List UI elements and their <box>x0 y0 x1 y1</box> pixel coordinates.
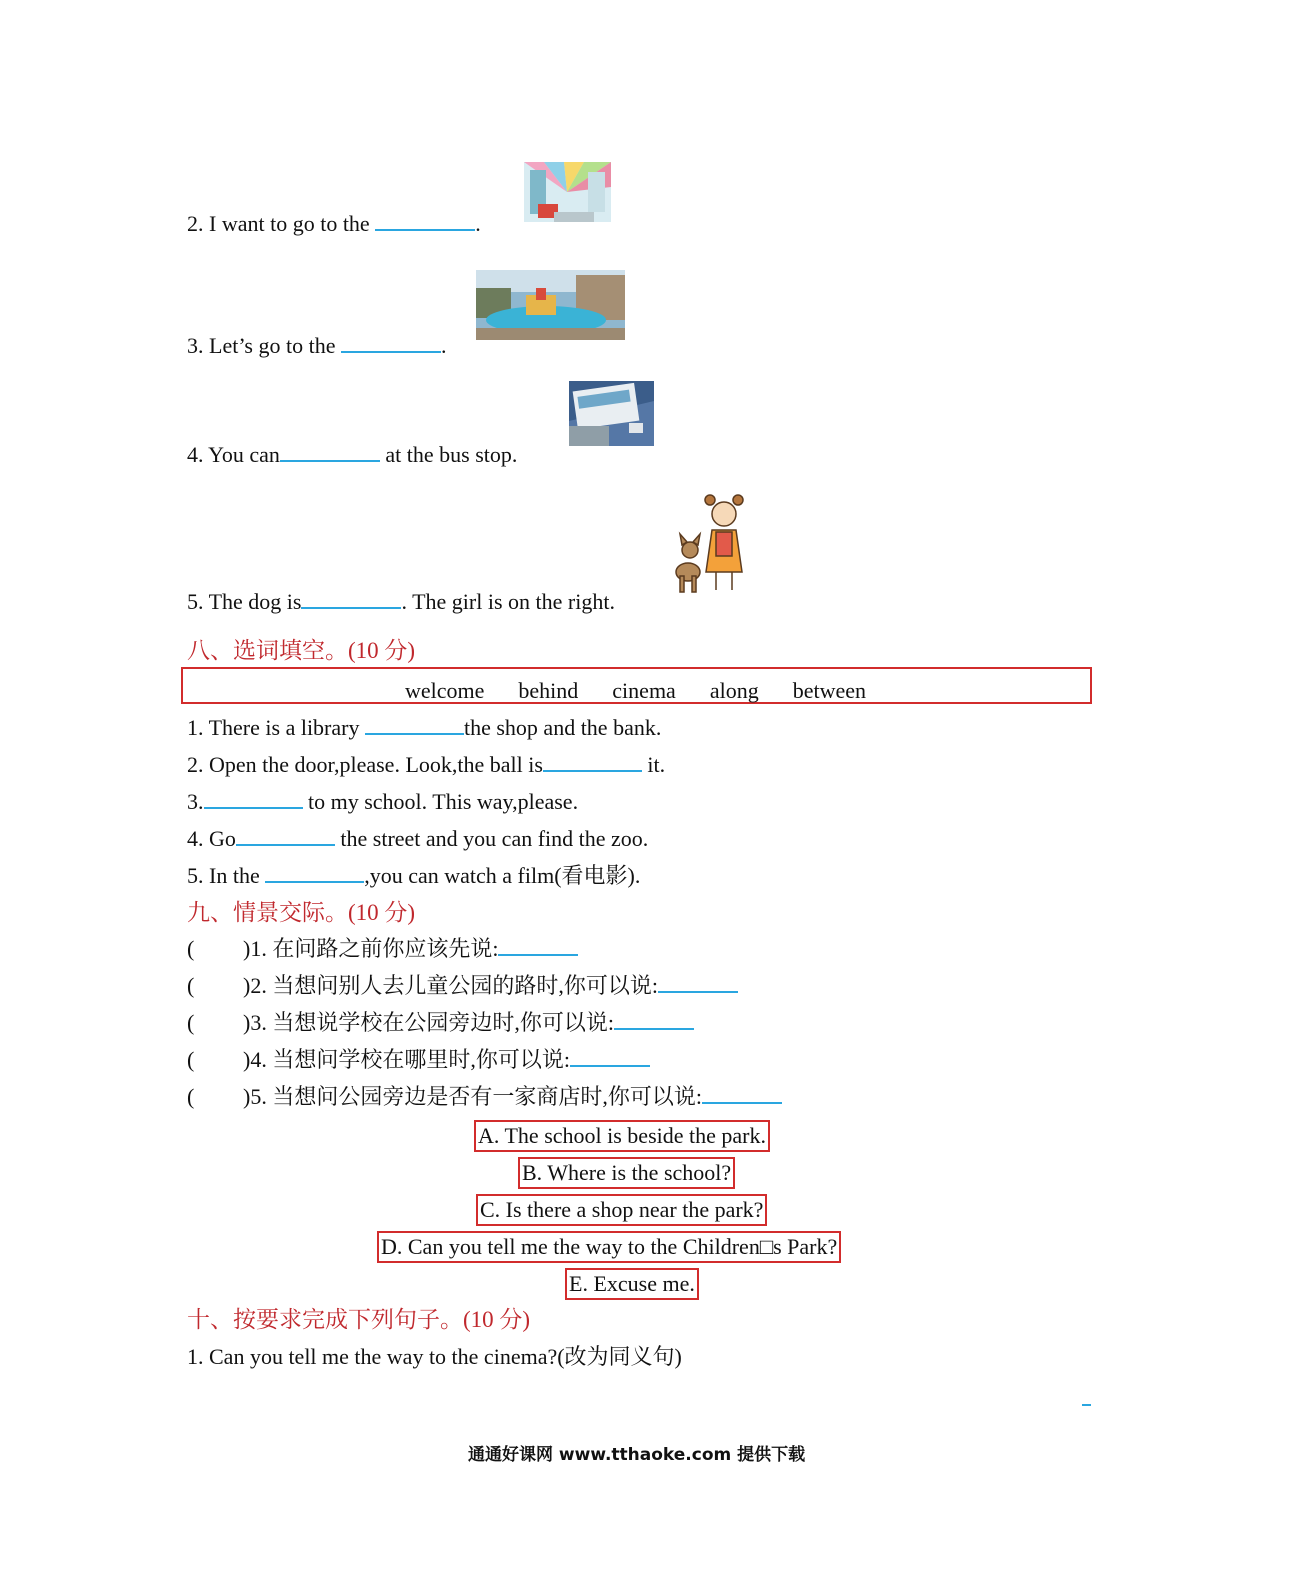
item-text: 4. You can <box>187 442 280 467</box>
option-d: D. Can you tell me the way to the Children□s Park? <box>377 1231 841 1263</box>
item-text: the street and you can find the zoo. <box>334 826 649 851</box>
part9-item-4 <box>187 1046 650 1074</box>
part8-item-2 <box>187 751 665 779</box>
answer-blank[interactable] <box>365 715 464 735</box>
answer-blank[interactable] <box>543 752 642 772</box>
item-text: 2. I want to go to the <box>187 211 376 236</box>
answer-blank[interactable] <box>498 936 578 956</box>
part10-item-1: 1. Can you tell me the way to the cinema?(改为同义句) <box>187 1344 682 1369</box>
cinema-picture <box>524 162 611 222</box>
answer-paren[interactable]: ( <box>187 1084 195 1109</box>
answer-blank[interactable] <box>658 973 738 993</box>
item-text: 4. Go <box>187 826 236 851</box>
item-text: )4. 当想问学校在哪里时,你可以说: <box>243 1047 570 1072</box>
item-text: to my school. This way,please. <box>302 789 579 814</box>
word-bank-word: cinema <box>612 678 676 703</box>
answer-blank[interactable] <box>265 863 364 883</box>
part7-item-4 <box>187 441 517 469</box>
item-text: )3. 当想说学校在公园旁边时,你可以说: <box>243 1010 614 1035</box>
part8-item-5 <box>187 862 640 890</box>
part10-heading: 十、按要求完成下列句子。(10 分) <box>187 1307 531 1332</box>
part7-item-5 <box>187 588 615 616</box>
answer-blank[interactable] <box>614 1010 694 1030</box>
park-picture <box>476 270 625 340</box>
part9-item-1 <box>187 935 578 963</box>
answer-paren[interactable]: ( <box>187 973 195 998</box>
bus-picture <box>569 381 654 446</box>
answer-blank[interactable] <box>375 211 475 231</box>
answer-blank[interactable] <box>702 1084 782 1104</box>
item-text: 1. There is a library <box>187 715 365 740</box>
option-a: A. The school is beside the park. <box>474 1120 770 1152</box>
item-text: 3. Let’s go to the <box>187 333 341 358</box>
item-text: )2. 当想问别人去儿童公园的路时,你可以说: <box>243 973 658 998</box>
answer-blank[interactable] <box>236 826 335 846</box>
part8-item-3 <box>187 788 578 816</box>
answer-blank[interactable] <box>301 589 401 609</box>
item-text: . The girl is on the right. <box>401 589 615 614</box>
part8-item-4 <box>187 825 648 853</box>
answer-blank[interactable] <box>204 789 303 809</box>
part9-heading: 九、情景交际。(10 分) <box>187 900 416 925</box>
option-c: C. Is there a shop near the park? <box>476 1194 767 1226</box>
answer-paren[interactable]: ( <box>187 1010 195 1035</box>
part9-item-5 <box>187 1083 782 1111</box>
item-text: )1. 在问路之前你应该先说: <box>243 936 499 961</box>
word-bank <box>405 678 900 704</box>
dog-and-girl-picture <box>672 490 752 598</box>
item-text: the shop and the bank. <box>463 715 662 740</box>
word-bank-word: between <box>792 678 867 703</box>
part9-item-3 <box>187 1009 694 1037</box>
part8-heading: 八、选词填空。(10 分) <box>187 638 416 663</box>
option-b: B. Where is the school? <box>518 1157 735 1189</box>
item-text: it. <box>641 752 666 777</box>
answer-blank[interactable] <box>570 1047 650 1067</box>
answer-paren[interactable]: ( <box>187 1047 195 1072</box>
item-text: )5. 当想问公园旁边是否有一家商店时,你可以说: <box>243 1084 702 1109</box>
item-text: 5. In the <box>187 863 266 888</box>
item-text: 3. <box>187 789 204 814</box>
answer-paren[interactable]: ( <box>187 936 195 961</box>
item-text: . <box>475 211 481 236</box>
answer-blank[interactable] <box>280 442 380 462</box>
item-text: . <box>440 333 447 358</box>
blue-dash-mark <box>1082 1404 1091 1406</box>
word-bank-word: behind <box>518 678 579 703</box>
option-e: E. Excuse me. <box>565 1268 699 1300</box>
item-text: at the bus stop. <box>379 442 518 467</box>
footer-text: 通通好课网 www.tthaoke.com 提供下载 <box>468 1445 806 1465</box>
item-text: 5. The dog is <box>187 589 302 614</box>
word-bank-word: welcome <box>405 678 485 703</box>
item-text: 2. Open the door,please. Look,the ball is <box>187 752 543 777</box>
part8-item-1 <box>187 714 661 742</box>
answer-blank[interactable] <box>341 333 441 353</box>
word-bank-word: along <box>709 678 759 703</box>
part7-item-2 <box>187 210 481 238</box>
part7-item-3 <box>187 332 446 360</box>
part9-item-2 <box>187 972 738 1000</box>
item-text: ,you can watch a film(看电影). <box>364 863 641 888</box>
